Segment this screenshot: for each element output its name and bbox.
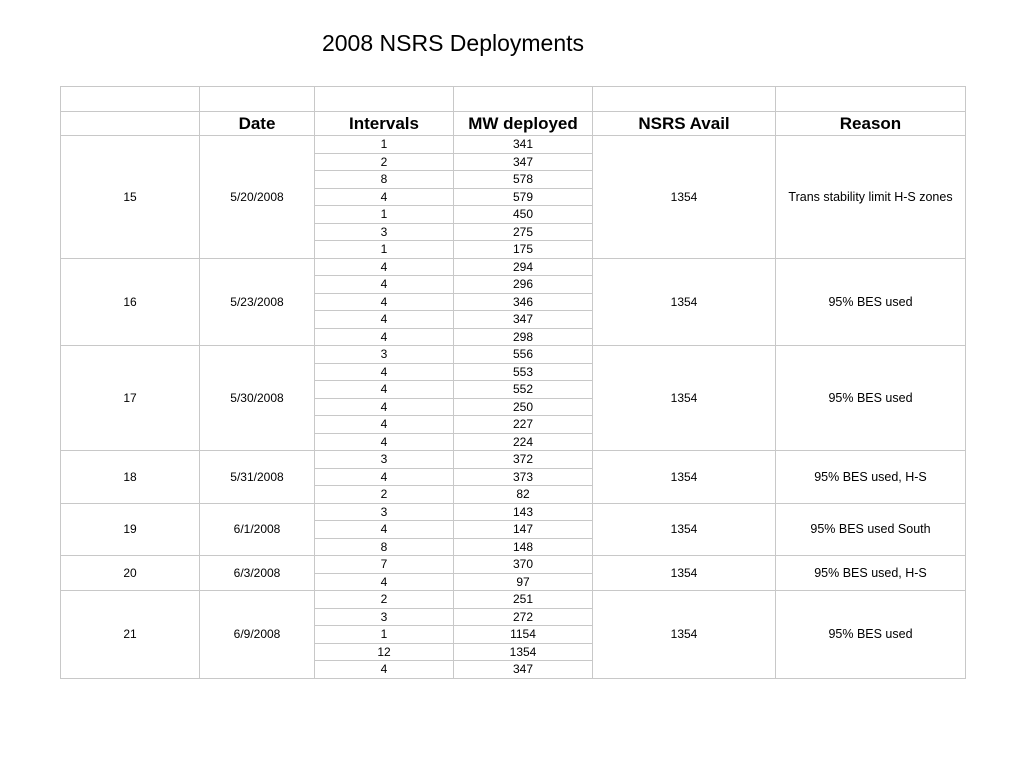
- mw-deployed-cell: 175: [454, 241, 593, 259]
- mw-deployed-cell: 373: [454, 468, 593, 486]
- deployment-id-cell: 15: [61, 136, 200, 259]
- intervals-cell: 1: [315, 626, 454, 644]
- mw-deployed-cell: 347: [454, 153, 593, 171]
- deployment-id-cell: 19: [61, 503, 200, 556]
- intervals-cell: 3: [315, 608, 454, 626]
- intervals-cell: 1: [315, 206, 454, 224]
- mw-deployed-cell: 227: [454, 416, 593, 434]
- deployment-id-cell: 18: [61, 451, 200, 504]
- date-cell: 5/20/2008: [200, 136, 315, 259]
- intervals-cell: 3: [315, 503, 454, 521]
- mw-deployed-cell: 250: [454, 398, 593, 416]
- blank-cell: [593, 87, 776, 112]
- intervals-cell: 2: [315, 591, 454, 609]
- intervals-cell: 2: [315, 153, 454, 171]
- mw-deployed-cell: 148: [454, 538, 593, 556]
- nsrs-avail-cell: 1354: [593, 346, 776, 451]
- mw-deployed-cell: 578: [454, 171, 593, 189]
- reason-cell: 95% BES used: [776, 346, 966, 451]
- reason-cell: 95% BES used, H-S: [776, 556, 966, 591]
- blank-cell: [776, 87, 966, 112]
- date-cell: 6/1/2008: [200, 503, 315, 556]
- mw-deployed-cell: 370: [454, 556, 593, 574]
- header-cell-reason: Reason: [776, 112, 966, 136]
- intervals-cell: 12: [315, 643, 454, 661]
- intervals-cell: 4: [315, 276, 454, 294]
- intervals-cell: 1: [315, 241, 454, 259]
- mw-deployed-cell: 553: [454, 363, 593, 381]
- table-row: [61, 451, 966, 469]
- intervals-cell: 4: [315, 468, 454, 486]
- mw-deployed-cell: 97: [454, 573, 593, 591]
- blank-cell: [315, 87, 454, 112]
- reason-cell: 95% BES used, H-S: [776, 451, 966, 504]
- date-cell: 5/23/2008: [200, 258, 315, 346]
- page-title: 2008 NSRS Deployments: [321, 30, 585, 56]
- table-row: [61, 258, 966, 276]
- intervals-cell: 4: [315, 363, 454, 381]
- blank-cell: [454, 87, 593, 112]
- mw-deployed-cell: 450: [454, 206, 593, 224]
- intervals-cell: 4: [315, 381, 454, 399]
- intervals-cell: 4: [315, 521, 454, 539]
- mw-deployed-cell: 294: [454, 258, 593, 276]
- mw-deployed-cell: 1154: [454, 626, 593, 644]
- deployment-id-cell: 17: [61, 346, 200, 451]
- nsrs-avail-cell: 1354: [593, 503, 776, 556]
- header-cell-date: Date: [200, 112, 315, 136]
- intervals-cell: 4: [315, 398, 454, 416]
- header-cell-id: [61, 112, 200, 136]
- intervals-cell: 3: [315, 346, 454, 364]
- mw-deployed-cell: 143: [454, 503, 593, 521]
- mw-deployed-cell: 346: [454, 293, 593, 311]
- nsrs-avail-cell: 1354: [593, 258, 776, 346]
- intervals-cell: 2: [315, 486, 454, 504]
- mw-deployed-cell: 347: [454, 311, 593, 329]
- intervals-cell: 4: [315, 258, 454, 276]
- deployment-id-cell: 20: [61, 556, 200, 591]
- mw-deployed-cell: 296: [454, 276, 593, 294]
- date-cell: 6/9/2008: [200, 591, 315, 679]
- deployment-id-cell: 21: [61, 591, 200, 679]
- mw-deployed-cell: 347: [454, 661, 593, 679]
- table-row: [61, 503, 966, 521]
- nsrs-avail-cell: 1354: [593, 591, 776, 679]
- date-cell: 6/3/2008: [200, 556, 315, 591]
- reason-cell: Trans stability limit H-S zones: [776, 136, 966, 259]
- intervals-cell: 4: [315, 661, 454, 679]
- table-row: [61, 591, 966, 609]
- mw-deployed-cell: 372: [454, 451, 593, 469]
- table-row: [61, 136, 966, 154]
- header-cell-mw-deployed: MW deployed: [454, 112, 593, 136]
- reason-cell: 95% BES used: [776, 591, 966, 679]
- date-cell: 5/31/2008: [200, 451, 315, 504]
- mw-deployed-cell: 556: [454, 346, 593, 364]
- intervals-cell: 4: [315, 188, 454, 206]
- intervals-cell: 1: [315, 136, 454, 154]
- nsrs-avail-cell: 1354: [593, 136, 776, 259]
- reason-cell: 95% BES used South: [776, 503, 966, 556]
- intervals-cell: 8: [315, 171, 454, 189]
- intervals-cell: 8: [315, 538, 454, 556]
- mw-deployed-cell: 298: [454, 328, 593, 346]
- table-row: [61, 346, 966, 364]
- nsrs-avail-cell: 1354: [593, 451, 776, 504]
- deployment-id-cell: 16: [61, 258, 200, 346]
- mw-deployed-cell: 1354: [454, 643, 593, 661]
- blank-row: [61, 87, 966, 112]
- header-cell-nsrs-avail: NSRS Avail: [593, 112, 776, 136]
- mw-deployed-cell: 224: [454, 433, 593, 451]
- mw-deployed-cell: 579: [454, 188, 593, 206]
- header-row: [61, 112, 966, 136]
- intervals-cell: 4: [315, 573, 454, 591]
- intervals-cell: 4: [315, 416, 454, 434]
- mw-deployed-cell: 272: [454, 608, 593, 626]
- nsrs-avail-cell: 1354: [593, 556, 776, 591]
- mw-deployed-cell: 552: [454, 381, 593, 399]
- intervals-cell: 4: [315, 433, 454, 451]
- intervals-cell: 7: [315, 556, 454, 574]
- header-cell-intervals: Intervals: [315, 112, 454, 136]
- blank-cell: [200, 87, 315, 112]
- intervals-cell: 3: [315, 451, 454, 469]
- intervals-cell: 4: [315, 311, 454, 329]
- deployments-table: [60, 86, 966, 679]
- mw-deployed-cell: 82: [454, 486, 593, 504]
- mw-deployed-cell: 147: [454, 521, 593, 539]
- table-body: [61, 87, 966, 679]
- mw-deployed-cell: 341: [454, 136, 593, 154]
- reason-cell: 95% BES used: [776, 258, 966, 346]
- mw-deployed-cell: 275: [454, 223, 593, 241]
- blank-cell: [61, 87, 200, 112]
- mw-deployed-cell: 251: [454, 591, 593, 609]
- intervals-cell: 4: [315, 328, 454, 346]
- table-row: [61, 556, 966, 574]
- intervals-cell: 3: [315, 223, 454, 241]
- intervals-cell: 4: [315, 293, 454, 311]
- date-cell: 5/30/2008: [200, 346, 315, 451]
